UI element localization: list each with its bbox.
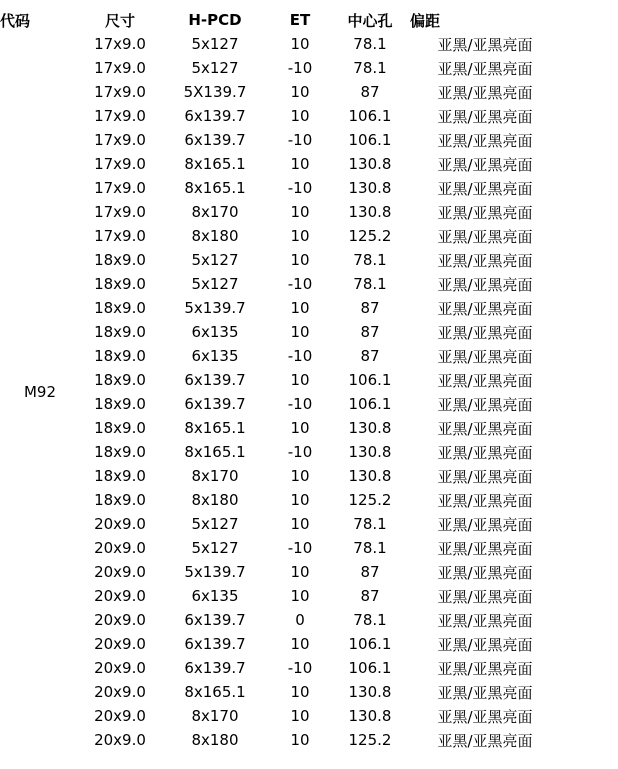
cell-finish: 亚黑/亚黑亮面 bbox=[437, 179, 533, 198]
header-size: 尺寸 bbox=[104, 11, 135, 30]
cell-size: 20x9.0 bbox=[94, 539, 146, 557]
table-row bbox=[0, 248, 560, 272]
cell-center-hole: 130.8 bbox=[348, 683, 392, 701]
cell-pcd: 5x127 bbox=[191, 539, 239, 557]
cell-finish: 亚黑/亚黑亮面 bbox=[437, 611, 533, 630]
cell-et: 10 bbox=[290, 515, 310, 533]
table-row bbox=[0, 320, 560, 344]
cell-pcd: 5x127 bbox=[191, 59, 239, 77]
header-center-hole: 中心孔 bbox=[347, 11, 393, 30]
table-row bbox=[0, 728, 560, 752]
cell-code: M92 bbox=[23, 383, 57, 401]
cell-et: -10 bbox=[287, 395, 313, 413]
cell-pcd: 8x165.1 bbox=[184, 179, 246, 197]
cell-et: 10 bbox=[290, 83, 310, 101]
cell-center-hole: 130.8 bbox=[348, 467, 392, 485]
cell-center-hole: 78.1 bbox=[353, 251, 387, 269]
cell-et: 10 bbox=[290, 635, 310, 653]
cell-size: 17x9.0 bbox=[94, 179, 146, 197]
cell-center-hole: 130.8 bbox=[348, 179, 392, 197]
cell-size: 20x9.0 bbox=[94, 611, 146, 629]
cell-center-hole: 87 bbox=[360, 347, 380, 365]
cell-size: 18x9.0 bbox=[94, 491, 146, 509]
cell-size: 20x9.0 bbox=[94, 707, 146, 725]
cell-et: 10 bbox=[290, 467, 310, 485]
cell-pcd: 6x139.7 bbox=[184, 659, 246, 677]
cell-size: 20x9.0 bbox=[94, 635, 146, 653]
cell-center-hole: 78.1 bbox=[353, 59, 387, 77]
cell-et: -10 bbox=[287, 659, 313, 677]
cell-pcd: 5x139.7 bbox=[184, 563, 246, 581]
cell-et: 10 bbox=[290, 35, 310, 53]
cell-finish: 亚黑/亚黑亮面 bbox=[437, 683, 533, 702]
cell-center-hole: 106.1 bbox=[348, 659, 392, 677]
table-row bbox=[0, 224, 560, 248]
table-row bbox=[0, 584, 560, 608]
cell-size: 17x9.0 bbox=[94, 155, 146, 173]
cell-et: 10 bbox=[290, 203, 310, 221]
cell-center-hole: 78.1 bbox=[353, 275, 387, 293]
cell-center-hole: 87 bbox=[360, 587, 380, 605]
table-row bbox=[0, 176, 560, 200]
cell-center-hole: 130.8 bbox=[348, 203, 392, 221]
cell-center-hole: 130.8 bbox=[348, 443, 392, 461]
cell-size: 20x9.0 bbox=[94, 659, 146, 677]
cell-center-hole: 106.1 bbox=[348, 371, 392, 389]
table-body bbox=[0, 32, 560, 752]
cell-finish: 亚黑/亚黑亮面 bbox=[437, 563, 533, 582]
cell-pcd: 8x170 bbox=[191, 467, 239, 485]
table-row bbox=[0, 392, 560, 416]
cell-et: 10 bbox=[290, 563, 310, 581]
cell-finish: 亚黑/亚黑亮面 bbox=[437, 395, 533, 414]
cell-et: 10 bbox=[290, 587, 310, 605]
cell-center-hole: 106.1 bbox=[348, 395, 392, 413]
cell-size: 18x9.0 bbox=[94, 443, 146, 461]
cell-finish: 亚黑/亚黑亮面 bbox=[437, 443, 533, 462]
cell-center-hole: 130.8 bbox=[348, 155, 392, 173]
cell-finish: 亚黑/亚黑亮面 bbox=[437, 731, 533, 750]
cell-pcd: 8x170 bbox=[191, 203, 239, 221]
cell-et: 10 bbox=[290, 227, 310, 245]
cell-center-hole: 106.1 bbox=[348, 635, 392, 653]
cell-pcd: 8x165.1 bbox=[184, 155, 246, 173]
cell-finish: 亚黑/亚黑亮面 bbox=[437, 203, 533, 222]
cell-center-hole: 125.2 bbox=[348, 227, 392, 245]
cell-finish: 亚黑/亚黑亮面 bbox=[437, 467, 533, 486]
cell-pcd: 6x139.7 bbox=[184, 635, 246, 653]
table-row bbox=[0, 200, 560, 224]
cell-et: 10 bbox=[290, 707, 310, 725]
cell-pcd: 6x135 bbox=[191, 323, 239, 341]
cell-et: 10 bbox=[290, 299, 310, 317]
cell-center-hole: 87 bbox=[360, 299, 380, 317]
cell-finish: 亚黑/亚黑亮面 bbox=[437, 275, 533, 294]
cell-et: 10 bbox=[290, 491, 310, 509]
table-row bbox=[0, 272, 560, 296]
table-row bbox=[0, 512, 560, 536]
table-row bbox=[0, 632, 560, 656]
table-row bbox=[0, 536, 560, 560]
cell-finish: 亚黑/亚黑亮面 bbox=[437, 419, 533, 438]
cell-pcd: 6x135 bbox=[191, 587, 239, 605]
cell-size: 18x9.0 bbox=[94, 371, 146, 389]
cell-center-hole: 125.2 bbox=[348, 731, 392, 749]
cell-et: -10 bbox=[287, 539, 313, 557]
cell-finish: 亚黑/亚黑亮面 bbox=[437, 587, 533, 606]
cell-finish: 亚黑/亚黑亮面 bbox=[437, 35, 533, 54]
cell-finish: 亚黑/亚黑亮面 bbox=[437, 635, 533, 654]
cell-finish: 亚黑/亚黑亮面 bbox=[437, 659, 533, 678]
table-row bbox=[0, 128, 560, 152]
cell-et: -10 bbox=[287, 275, 313, 293]
header-row bbox=[0, 8, 560, 32]
cell-center-hole: 87 bbox=[360, 563, 380, 581]
cell-center-hole: 78.1 bbox=[353, 35, 387, 53]
cell-size: 20x9.0 bbox=[94, 731, 146, 749]
cell-finish: 亚黑/亚黑亮面 bbox=[437, 299, 533, 318]
cell-finish: 亚黑/亚黑亮面 bbox=[437, 227, 533, 246]
table-row bbox=[0, 440, 560, 464]
cell-pcd: 6x139.7 bbox=[184, 395, 246, 413]
cell-center-hole: 78.1 bbox=[353, 539, 387, 557]
cell-pcd: 6x139.7 bbox=[184, 131, 246, 149]
cell-et: 10 bbox=[290, 371, 310, 389]
cell-et: 10 bbox=[290, 251, 310, 269]
cell-et: -10 bbox=[287, 179, 313, 197]
cell-finish: 亚黑/亚黑亮面 bbox=[437, 491, 533, 510]
cell-pcd: 5x127 bbox=[191, 35, 239, 53]
cell-et: 10 bbox=[290, 323, 310, 341]
cell-finish: 亚黑/亚黑亮面 bbox=[437, 155, 533, 174]
cell-size: 17x9.0 bbox=[94, 83, 146, 101]
cell-finish: 亚黑/亚黑亮面 bbox=[437, 347, 533, 366]
cell-size: 18x9.0 bbox=[94, 467, 146, 485]
cell-et: -10 bbox=[287, 131, 313, 149]
cell-center-hole: 130.8 bbox=[348, 419, 392, 437]
cell-finish: 亚黑/亚黑亮面 bbox=[437, 59, 533, 78]
cell-center-hole: 87 bbox=[360, 323, 380, 341]
cell-et: 10 bbox=[290, 107, 310, 125]
table-row bbox=[0, 152, 560, 176]
cell-size: 18x9.0 bbox=[94, 395, 146, 413]
cell-et: 10 bbox=[290, 731, 310, 749]
cell-finish: 亚黑/亚黑亮面 bbox=[437, 323, 533, 342]
table-row bbox=[0, 344, 560, 368]
cell-pcd: 8x180 bbox=[191, 731, 239, 749]
cell-et: -10 bbox=[287, 443, 313, 461]
table-row bbox=[0, 32, 560, 56]
cell-finish: 亚黑/亚黑亮面 bbox=[437, 371, 533, 390]
table-row bbox=[0, 560, 560, 584]
cell-pcd: 8x165.1 bbox=[184, 443, 246, 461]
table-row bbox=[0, 296, 560, 320]
table-row bbox=[0, 368, 560, 392]
table-row bbox=[0, 104, 560, 128]
cell-center-hole: 106.1 bbox=[348, 107, 392, 125]
cell-finish: 亚黑/亚黑亮面 bbox=[437, 83, 533, 102]
cell-pcd: 5x139.7 bbox=[184, 299, 246, 317]
cell-size: 17x9.0 bbox=[94, 59, 146, 77]
cell-size: 20x9.0 bbox=[94, 515, 146, 533]
cell-pcd: 8x165.1 bbox=[184, 683, 246, 701]
cell-size: 18x9.0 bbox=[94, 299, 146, 317]
cell-pcd: 5x127 bbox=[191, 515, 239, 533]
cell-et: 0 bbox=[295, 611, 305, 629]
cell-finish: 亚黑/亚黑亮面 bbox=[437, 539, 533, 558]
cell-pcd: 5x127 bbox=[191, 251, 239, 269]
table-row bbox=[0, 704, 560, 728]
cell-finish: 亚黑/亚黑亮面 bbox=[437, 131, 533, 150]
cell-pcd: 6x135 bbox=[191, 347, 239, 365]
table-row bbox=[0, 488, 560, 512]
cell-size: 17x9.0 bbox=[94, 227, 146, 245]
cell-size: 17x9.0 bbox=[94, 35, 146, 53]
cell-pcd: 5X139.7 bbox=[183, 83, 247, 101]
cell-size: 20x9.0 bbox=[94, 563, 146, 581]
table-row bbox=[0, 80, 560, 104]
cell-center-hole: 130.8 bbox=[348, 707, 392, 725]
cell-pcd: 6x139.7 bbox=[184, 107, 246, 125]
table-row bbox=[0, 416, 560, 440]
cell-size: 17x9.0 bbox=[94, 131, 146, 149]
cell-pcd: 8x165.1 bbox=[184, 419, 246, 437]
cell-size: 20x9.0 bbox=[94, 683, 146, 701]
cell-center-hole: 78.1 bbox=[353, 611, 387, 629]
cell-et: -10 bbox=[287, 59, 313, 77]
header-pcd: H-PCD bbox=[188, 11, 242, 29]
cell-et: -10 bbox=[287, 347, 313, 365]
cell-center-hole: 106.1 bbox=[348, 131, 392, 149]
cell-size: 18x9.0 bbox=[94, 323, 146, 341]
cell-pcd: 8x170 bbox=[191, 707, 239, 725]
cell-size: 17x9.0 bbox=[94, 107, 146, 125]
table-row bbox=[0, 680, 560, 704]
wheel-spec-table bbox=[0, 8, 560, 752]
cell-et: 10 bbox=[290, 683, 310, 701]
cell-pcd: 6x139.7 bbox=[184, 611, 246, 629]
cell-center-hole: 87 bbox=[360, 83, 380, 101]
cell-finish: 亚黑/亚黑亮面 bbox=[437, 251, 533, 270]
cell-finish: 亚黑/亚黑亮面 bbox=[437, 107, 533, 126]
table-row bbox=[0, 656, 560, 680]
cell-finish: 亚黑/亚黑亮面 bbox=[437, 707, 533, 726]
cell-et: 10 bbox=[290, 419, 310, 437]
cell-size: 18x9.0 bbox=[94, 275, 146, 293]
cell-et: 10 bbox=[290, 155, 310, 173]
table-row bbox=[0, 464, 560, 488]
cell-finish: 亚黑/亚黑亮面 bbox=[437, 515, 533, 534]
cell-pcd: 8x180 bbox=[191, 491, 239, 509]
header-finish: 偏距 bbox=[410, 11, 441, 30]
table-row bbox=[0, 56, 560, 80]
cell-pcd: 8x180 bbox=[191, 227, 239, 245]
header-et: ET bbox=[289, 11, 311, 29]
cell-pcd: 6x139.7 bbox=[184, 371, 246, 389]
cell-size: 18x9.0 bbox=[94, 419, 146, 437]
cell-center-hole: 125.2 bbox=[348, 491, 392, 509]
cell-size: 20x9.0 bbox=[94, 587, 146, 605]
cell-size: 17x9.0 bbox=[94, 203, 146, 221]
table-row bbox=[0, 608, 560, 632]
cell-center-hole: 78.1 bbox=[353, 515, 387, 533]
cell-pcd: 5x127 bbox=[191, 275, 239, 293]
cell-size: 18x9.0 bbox=[94, 251, 146, 269]
header-code: 代码 bbox=[0, 11, 31, 30]
table-header bbox=[0, 8, 560, 32]
cell-size: 18x9.0 bbox=[94, 347, 146, 365]
